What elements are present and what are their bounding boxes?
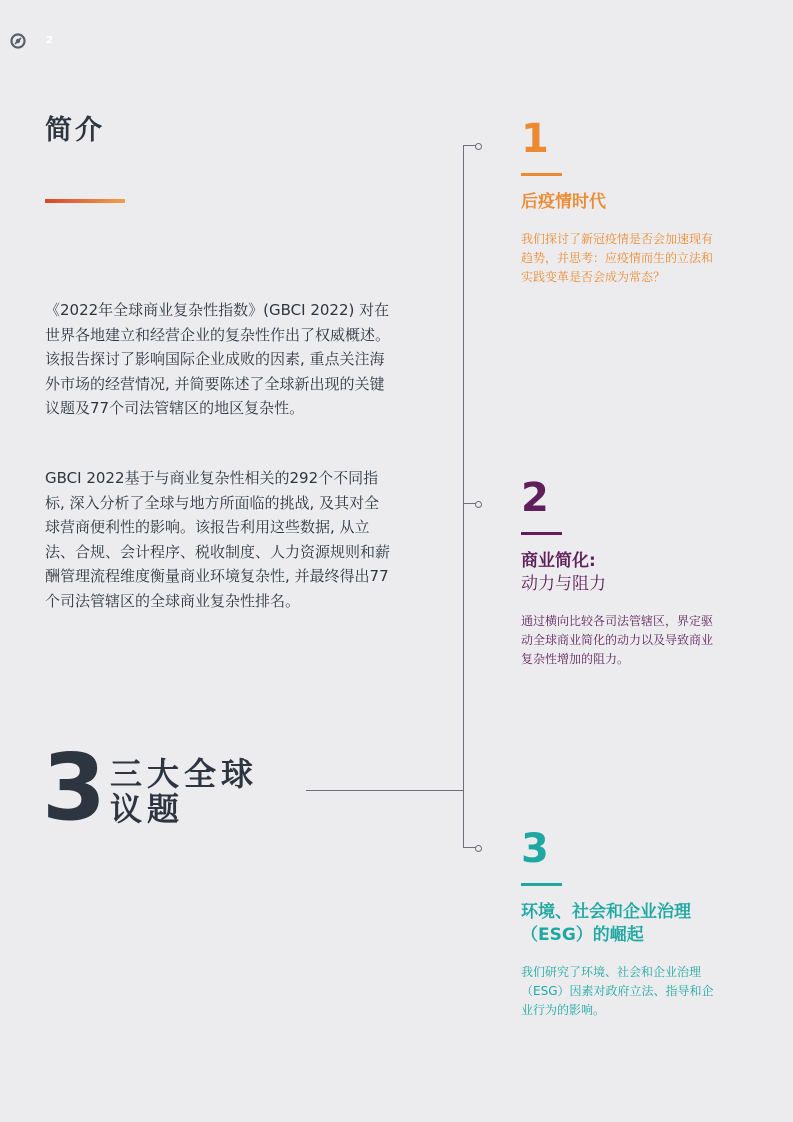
intro-paragraph-2: GBCI 2022基于与商业复杂性相关的292个不同指标, 深入分析了全球与地方所面临的挑战, 及其对全球营商便利性的影响。该报告利用这些数据, 从立法、合规、会计程序、税收制度、人力资源规则和薪酬管理流程维度衡量商业环境复杂性, 并最终得出77个司法管辖区的全球商业复杂性排名。: [45, 469, 391, 610]
topic-item-2: [521, 475, 721, 669]
topic-title: 环境、社会和企业治理（ESG）的崛起: [521, 902, 691, 945]
title-underline: [45, 199, 125, 203]
topic-rule: [521, 883, 562, 886]
summary-title-line-1: 三大全球: [110, 755, 259, 793]
topic-number: 3: [521, 826, 549, 872]
topic-number: 2: [521, 475, 549, 521]
connector-line: [306, 790, 464, 791]
summary-number: 3: [42, 734, 107, 841]
page-number: 2: [46, 35, 53, 46]
topic-number: 1: [521, 116, 549, 162]
bracket-line: [463, 145, 464, 847]
bracket-tick-3: [463, 847, 479, 848]
topic-title: 后疫情时代: [521, 192, 606, 212]
bracket-tick-1: [463, 145, 479, 146]
topic-description: 我们研究了环境、社会和企业治理（ESG）因素对政府立法、指导和企业行为的影响。: [521, 965, 714, 1017]
brand-logo-icon: [10, 33, 26, 49]
topic-title: 商业简化:: [521, 551, 596, 571]
topic-description: 通过横向比较各司法管辖区，界定驱动全球商业简化的动力以及导致商业复杂性增加的阻力。: [521, 614, 714, 666]
bracket-tick-2: [463, 503, 479, 504]
topic-rule: [521, 532, 562, 535]
summary-title: [110, 757, 258, 827]
page-title: 简介: [45, 115, 105, 146]
topic-item-3: [521, 826, 721, 1020]
topic-rule: [521, 173, 562, 176]
topic-subtitle: 动力与阻力: [521, 574, 606, 594]
summary-title-line-2: 议题: [110, 790, 185, 828]
topic-item-1: [521, 116, 721, 287]
topic-description: 我们探讨了新冠疫情是否会加速现有趋势，并思考：应疫情而生的立法和实践变革是否会成为常态？: [521, 232, 714, 284]
intro-paragraph-1: 《2022年全球商业复杂性指数》(GBCI 2022) 对在世界各地建立和经营企业的复杂性作出了权威概述。该报告探讨了影响国际企业成败的因素, 重点关注海外市场的经营情况, 并简要陈述了全球新出现的关键议题及77个司法管辖区的地区复杂性。: [45, 301, 391, 417]
